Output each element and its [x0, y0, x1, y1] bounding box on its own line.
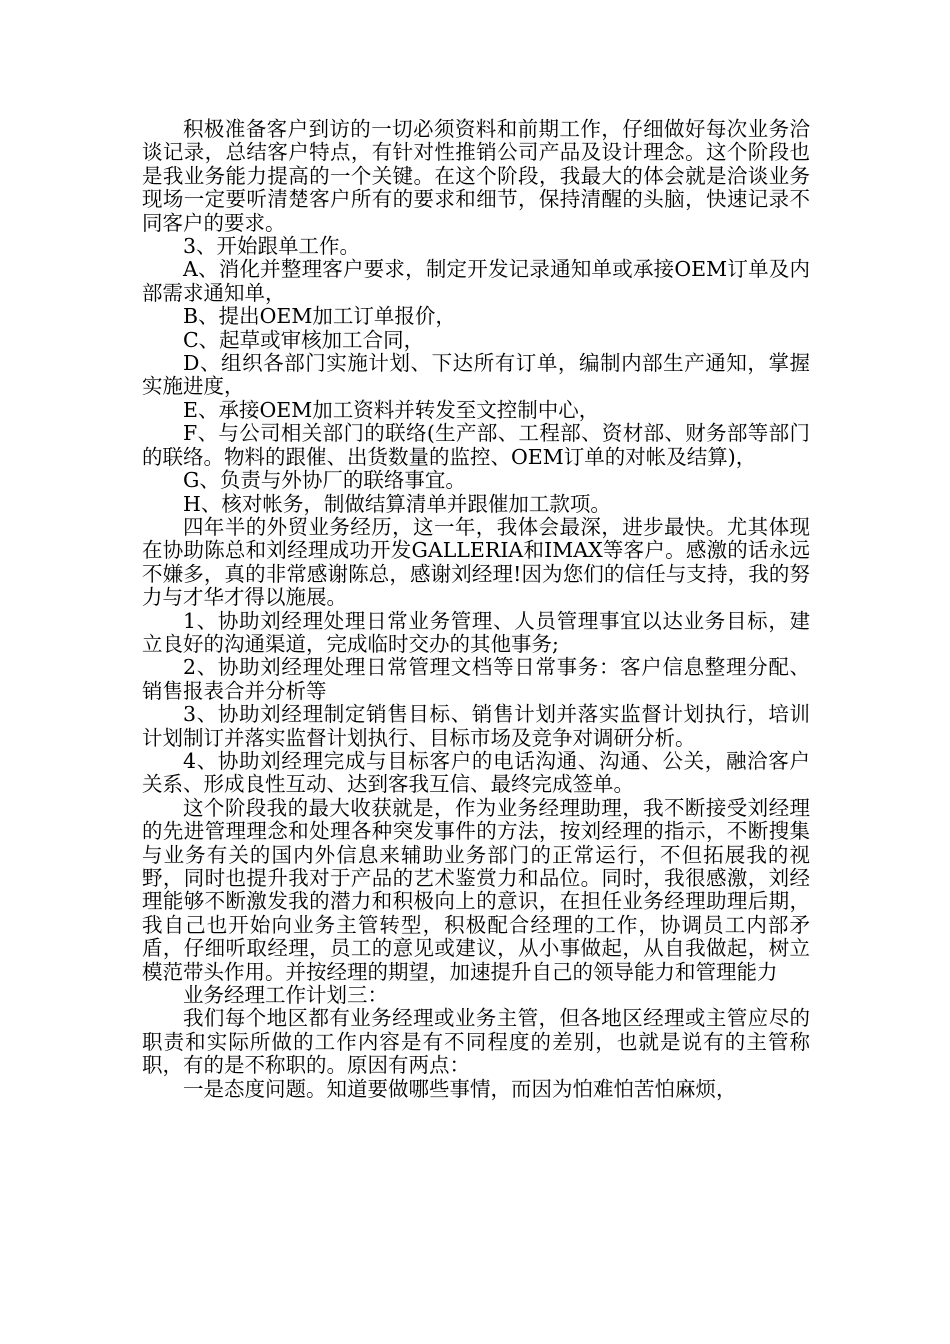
paragraph-19: 一是态度问题。知道要做哪些事情，而因为怕难怕苦怕麻烦，: [183, 1076, 737, 1101]
document-body: [142, 118, 810, 1101]
paragraph-4: B、提出OEM加工订单报价，: [183, 304, 456, 329]
paragraph-16: 这个阶段我的最大收获就是，作为业务经理助理，我不断接受刘经理的先进管理理念和处理各种突发事件的方法，按刘经理的指示，不断搜集与业务有关的国内外信息来辅助业务部门的正常运行，不但拓展我的视野，同时也提升我对于产品的艺术鉴赏力和品位。同时，我很感激，刘经理能够不断激发我的潜力和积极向上的意识，在担任业务经理助理后期，我自己也开始向业务主管转型，积极配合经理的工作，协调员工内部矛盾，仔细听取经理，员工的意见或建议，从小事做起，从自我做起，树立模范带头作用。并按经理的期望，加速提升自己的领导能力和管理能力: [142, 795, 810, 984]
paragraph-5: C、起草或审核加工合同，: [183, 327, 425, 352]
paragraph-10: H、核对帐务，制做结算清单并跟催加工款项。: [183, 491, 611, 516]
paragraph-1: 积极准备客户到访的一切必须资料和前期工作，仔细做好每次业务洽谈记录，总结客户特点，有针对性推销公司产品及设计理念。这个阶段也是我业务能力提高的一个关键。在这个阶段，我最大的体会就是洽谈业务现场一定要听清楚客户所有的要求和细节，保持清醒的头脑，快速记录不同客户的要求。: [142, 117, 810, 235]
paragraph-8: F、与公司相关部门的联络(生产部、工程部、资材部、财务部等部门的联络。物料的跟催、出货数量的监控、OEM订单的对帐及结算)，: [142, 421, 810, 469]
paragraph-13: 2、协助刘经理处理日常管理文档等日常事务：客户信息整理分配、销售报表合并分析等: [142, 655, 810, 703]
paragraph-12: 1、协助刘经理处理日常业务管理、人员管理事宜以达业务目标，建立良好的沟通渠道，完成临时交办的其他事务;: [142, 608, 810, 656]
paragraph-2: 3、开始跟单工作。: [183, 234, 361, 259]
section-heading: 业务经理工作计划三：: [183, 983, 388, 1008]
paragraph-9: G、负责与外协厂的联络事宜。: [183, 468, 466, 493]
paragraph-3: A、消化并整理客户要求，制定开发记录通知单或承接OEM订单及内部需求通知单，: [142, 257, 810, 305]
paragraph-15: 4、协助刘经理完成与目标客户的电话沟通、沟通、公关，融洽客户关系、形成良性互动、达到客我互信、最终完成签单。: [142, 748, 810, 797]
paragraph-6: D、组织各部门实施计划、下达所有订单，编制内部生产通知，掌握实施进度，: [142, 351, 810, 399]
paragraph-11: 四年半的外贸业务经历，这一年，我体会最深，进步最快。尤其体现在协助陈总和刘经理成功开发GALLERIA和IMAX等客户。感激的话永远不嫌多，真的非常感谢陈总，感谢刘经理!因为您们的信任与支持，我的努力与才华才得以施展。: [142, 514, 810, 610]
paragraph-18: 我们每个地区都有业务经理或业务主管，但各地区经理或主管应尽的职责和实际所做的工作内容是有不同程度的差别，也就是说有的主管称职，有的是不称职的。原因有两点：: [142, 1006, 810, 1078]
paragraph-14: 3、协助刘经理制定销售目标、销售计划并落实监督计划执行，培训计划制订并落实监督计划执行、目标市场及竞争对调研分析。: [142, 702, 810, 750]
paragraph-7: E、承接OEM加工资料并转发至文控制中心，: [183, 397, 600, 422]
